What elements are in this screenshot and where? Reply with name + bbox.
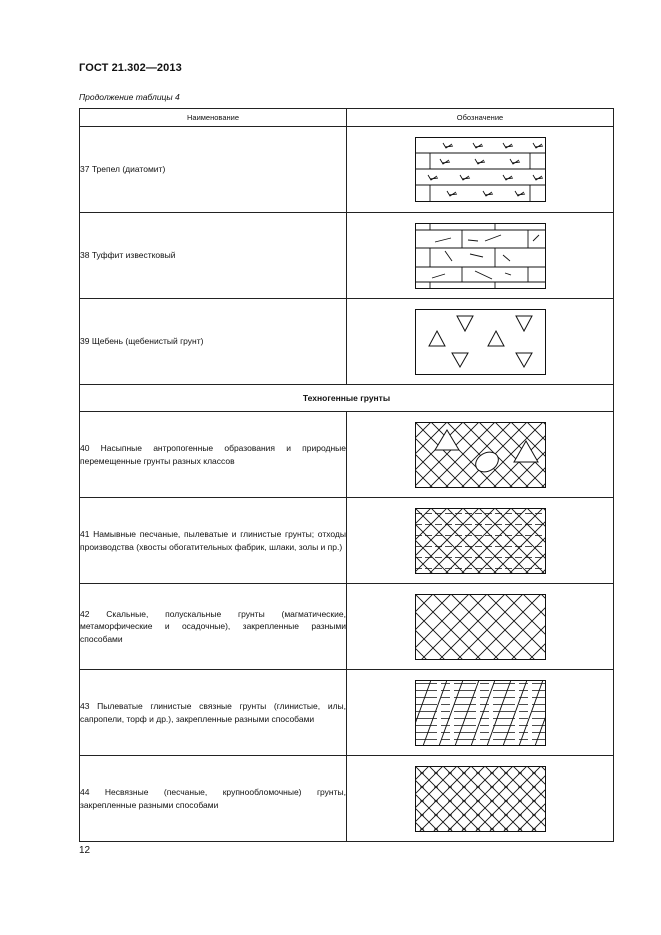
row-symbol-cell	[347, 299, 614, 385]
row-symbol-cell	[347, 584, 614, 670]
table-row	[80, 213, 614, 299]
row-name: 39 Щебень (щебенистый грунт)	[80, 336, 204, 347]
row-symbol-cell	[347, 127, 614, 213]
table-row	[80, 670, 614, 756]
table-continuation-caption: Продолжение таблицы 4	[79, 92, 180, 102]
table-row	[80, 756, 614, 842]
fixed-rock-pattern-symbol	[415, 594, 546, 660]
fill-soil-pattern-symbol	[415, 422, 546, 488]
row-name: 40 Насыпные антропогенные образования и природные перемещенные грунты разных классов	[80, 443, 346, 466]
row-name-cell	[80, 756, 347, 842]
legend-table	[79, 108, 614, 842]
tripoli-pattern-symbol	[415, 137, 546, 202]
row-name-cell	[80, 412, 347, 498]
row-name: 41 Намывные песчаные, пылеватые и глинистые грунты; отходы производства (хвосты обогатительных фабрик, шлаки, золы и пр.)	[80, 529, 346, 552]
table-row	[80, 498, 614, 584]
fixed-clay-pattern-symbol	[415, 680, 546, 746]
row-name: 43 Пылеватые глинистые связные грунты (глинистые, илы, сапропели, торф и др.), закрепленные разными способами	[80, 701, 346, 724]
section-title: Техногенные грунты	[80, 385, 614, 412]
page-number: 12	[79, 845, 91, 856]
row-name: 44 Несвязные (песчаные, крупнообломочные) грунты, закрепленные разными способами	[80, 787, 346, 810]
row-name-cell	[80, 670, 347, 756]
row-name: 42 Скальные, полускальные грунты (магматические, метаморфические и осадочные), закрепленные разными способами	[80, 608, 346, 644]
row-symbol-cell	[347, 670, 614, 756]
calcareous-tuffite-pattern-symbol	[415, 223, 546, 289]
fixed-sand-pattern-symbol	[415, 766, 546, 832]
column-header-name: Наименование	[80, 109, 347, 127]
row-symbol-cell	[347, 213, 614, 299]
row-symbol-cell	[347, 498, 614, 584]
row-symbol-cell	[347, 756, 614, 842]
column-header-symbol: Обозначение	[347, 109, 614, 127]
row-name-cell	[80, 127, 347, 213]
row-name: 37 Трепел (диатомит)	[80, 164, 166, 175]
alluvial-fill-pattern-symbol	[415, 508, 546, 574]
table-row	[80, 412, 614, 498]
row-name-cell	[80, 584, 347, 670]
table-header-row	[80, 109, 614, 127]
row-symbol-cell	[347, 412, 614, 498]
row-name-cell	[80, 299, 347, 385]
table-row	[80, 584, 614, 670]
row-name-cell	[80, 213, 347, 299]
table-row	[80, 299, 614, 385]
row-name-cell	[80, 498, 347, 584]
section-row	[80, 385, 614, 412]
crushed-stone-pattern-symbol	[415, 309, 546, 375]
row-name: 38 Туффит известковый	[80, 250, 176, 261]
table-row	[80, 127, 614, 213]
document-standard-header: ГОСТ 21.302—2013	[79, 62, 182, 74]
